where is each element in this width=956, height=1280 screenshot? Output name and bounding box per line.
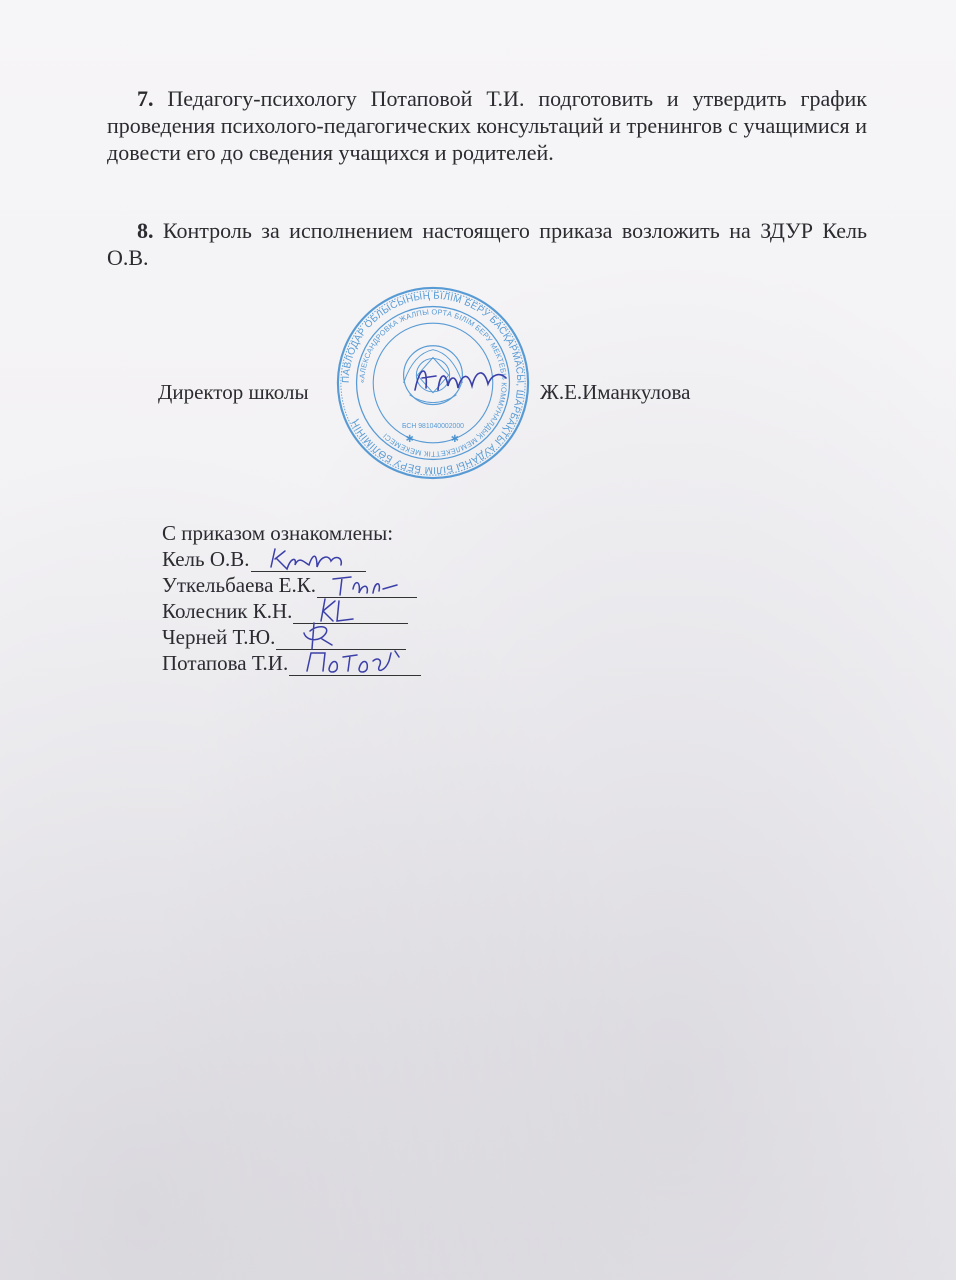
svg-text:✱: ✱	[405, 433, 414, 445]
signature-line	[289, 655, 421, 676]
ack-row	[162, 650, 421, 676]
ack-name: Колесник К.Н.	[162, 599, 293, 623]
svg-text:✱: ✱	[450, 433, 459, 445]
ack-name: Уткельбаева Е.К.	[162, 573, 316, 597]
item-7-text: Педагогу-психологу Потаповой Т.И. подготовить и утвердить график проведения психолого-педагогических консультаций и тренингов с учащимися и довести его до сведения учащихся и родителей.	[107, 86, 867, 165]
signature-icon	[299, 647, 409, 677]
stamp-outer-text: ПАВЛОДАР ОБЛЫСЫНЫҢ БІЛІМ БЕРУ БАСҚАРМАСЫ, ШАРБАҚТЫ АУДАНЫ БІЛІМ БЕРУ БӨЛІМІНІҢ	[340, 290, 526, 476]
order-item-7	[107, 85, 867, 166]
acknowledgement-heading: С приказом ознакомлены:	[162, 521, 394, 545]
stamp-bin: БСН 981040002000	[401, 423, 465, 431]
item-8-text: Контроль за исполнением настоящего приказа возложить на ЗДУР Кель О.В.	[107, 218, 867, 270]
item-8-number: 8.	[137, 218, 154, 243]
ack-name: Кель О.В.	[162, 547, 250, 571]
ack-name: Потапова Т.И.	[162, 651, 289, 675]
director-signature-icon	[410, 360, 510, 400]
acknowledgement-block	[162, 520, 421, 676]
order-item-8	[107, 217, 867, 271]
item-7-number: 7.	[137, 86, 154, 111]
stamp-inner-text: «АЛЕКСАНДРОВКА ЖАЛПЫ ОРТА БІЛІМ БЕРУ МЕКТЕБІ» КОММУНАЛДЫҚ МЕМЛЕКЕТТІК МЕКЕМЕСІ	[357, 307, 509, 459]
director-title: Директор школы	[158, 380, 309, 404]
ack-row	[162, 572, 421, 598]
director-name: Ж.Е.Иманкулова	[540, 380, 691, 404]
ack-name: Черней Т.Ю.	[162, 625, 276, 649]
